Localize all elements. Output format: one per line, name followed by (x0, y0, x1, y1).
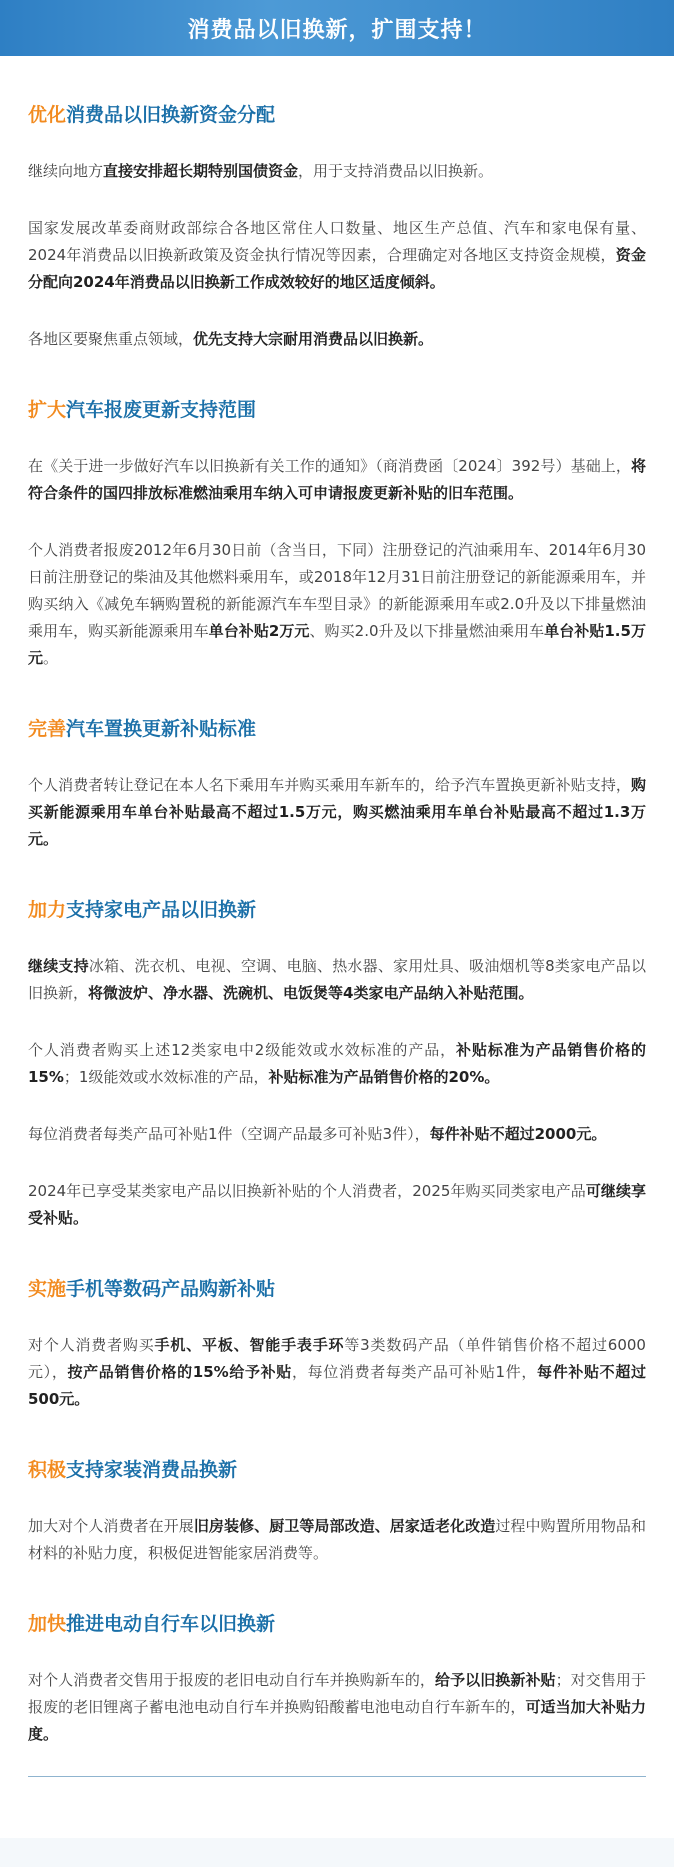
section-title (28, 1276, 646, 1302)
body-text: 2024年已享受某类家电产品以旧换新补贴的个人消费者，2025年购买同类家电产品 (28, 1182, 586, 1200)
section-title (28, 716, 646, 742)
body-text: 个人消费者报废2012年6月30日前（含当日，下同）注册登记的汽油乘用车、2014年6月30日前注册登记的柴油及其他燃料乘用车，或2018年12月31日前注册登记的新能源乘用车，并购买纳入《减免车辆购置税的新能源汽车车型目录》的新能源乘用车或2.0升及以下排量燃油乘用车，购买新能源乘用车 (28, 541, 646, 640)
body-text: 个人消费者购买上述12类家电中2级能效或水效标准的产品， (28, 1041, 457, 1059)
section-title-highlight: 加力 (28, 899, 67, 921)
body-text: 、购买2.0升及以下排量燃油乘用车 (309, 622, 545, 640)
body-text: 冰箱、洗衣机、电视、空调、电脑、热水器、家用灶具、吸油烟机等8类家电产品以旧换新， (28, 957, 646, 1002)
emphasis-text: 购买新能源乘用车单台补贴最高不超过1.5万元，购买燃油乘用车单台补贴最高不超过1.3万元。 (28, 776, 646, 848)
policy-section (28, 1611, 646, 1748)
section-title-highlight: 积极 (28, 1459, 67, 1481)
section-title-highlight: 扩大 (28, 399, 67, 421)
body-text: 对个人消费者购买 (28, 1336, 155, 1354)
page-title: 消费品以旧换新，扩围支持！ (187, 17, 487, 43)
section-paragraph (28, 1667, 646, 1748)
body-text: ；对交售用于报废的老旧锂离子蓄电池电动自行车并换购铅酸蓄电池电动自行车新车的， (28, 1671, 646, 1716)
section-paragraph (28, 1513, 646, 1567)
emphasis-text: 继续支持 (28, 957, 89, 975)
policy-section (28, 397, 646, 672)
emphasis-text: 优先支持大宗耐用消费品以旧换新。 (193, 330, 434, 348)
policy-section (28, 897, 646, 1232)
body-text: 继续向地方 (28, 162, 104, 180)
section-paragraph (28, 1332, 646, 1413)
emphasis-text: 可适当加大补贴力度。 (28, 1698, 646, 1743)
section-title-highlight: 加快 (28, 1613, 67, 1635)
section-paragraph (28, 158, 646, 185)
section-title-text: 消费品以旧换新资金分配 (66, 104, 276, 126)
emphasis-text: 资金分配向2024年消费品以旧换新工作成效较好的地区适度倾斜。 (28, 246, 646, 291)
section-paragraph (28, 1121, 646, 1148)
page-banner (0, 0, 674, 56)
emphasis-text: 按产品销售价格的15%给予补贴 (67, 1363, 292, 1381)
section-title-text: 汽车报废更新支持范围 (66, 399, 257, 421)
section-title (28, 102, 646, 128)
emphasis-text: 每件补贴不超过500元。 (28, 1363, 646, 1408)
body-text: 对个人消费者交售用于报废的老旧电动自行车并换购新车的， (28, 1671, 435, 1689)
section-paragraph (28, 953, 646, 1007)
body-text: 。 (43, 649, 59, 667)
article-body (0, 102, 674, 1777)
policy-section (28, 716, 646, 853)
body-text: 过程中购置所用物品和材料的补贴力度，积极促进智能家居消费等。 (28, 1517, 646, 1562)
section-paragraph (28, 326, 646, 353)
emphasis-text: 将符合条件的国四排放标准燃油乘用车纳入可申请报废更新补贴的旧车范围。 (28, 457, 646, 502)
footer-area (0, 1838, 674, 1867)
section-title (28, 897, 646, 923)
emphasis-text: 补贴标准为产品销售价格的15% (28, 1041, 646, 1086)
body-text: 加大对个人消费者在开展 (28, 1517, 194, 1535)
body-text: 在《关于进一步做好汽车以旧换新有关工作的通知》（商消费函〔2024〕392号）基础上， (28, 457, 631, 475)
section-title-highlight: 完善 (28, 718, 67, 740)
body-text: 个人消费者转让登记在本人名下乘用车并购买乘用车新车的，给予汽车置换更新补贴支持， (28, 776, 631, 794)
section-title (28, 1457, 646, 1483)
section-title-text: 手机等数码产品购新补贴 (66, 1278, 276, 1300)
emphasis-text: 补贴标准为产品销售价格的20%。 (268, 1068, 500, 1086)
body-text: 等3类数码产品（单件销售价格不超过6000元）， (28, 1336, 646, 1381)
emphasis-text: 可继续享受补贴。 (28, 1182, 646, 1227)
section-paragraph (28, 453, 646, 507)
section-title-text: 汽车置换更新补贴标准 (66, 718, 257, 740)
emphasis-text: 每件补贴不超过2000元。 (429, 1125, 607, 1143)
body-text: 每位消费者每类产品可补贴1件（空调产品最多可补贴3件）， (28, 1125, 430, 1143)
policy-section (28, 102, 646, 353)
section-title (28, 1611, 646, 1637)
emphasis-text: 手机、平板、智能手表手环 (154, 1336, 345, 1354)
body-text: 各地区要聚焦重点领域， (28, 330, 194, 348)
section-paragraph (28, 215, 646, 296)
policy-section (28, 1457, 646, 1567)
section-divider (28, 1776, 646, 1777)
section-title (28, 397, 646, 423)
section-title-highlight: 实施 (28, 1278, 67, 1300)
section-title-text: 支持家电产品以旧换新 (66, 899, 257, 921)
section-paragraph (28, 1178, 646, 1232)
body-text: 国家发展改革委商财政部综合各地区常住人口数量、地区生产总值、汽车和家电保有量、2024年消费品以旧换新政策及资金执行情况等因素，合理确定对各地区支持资金规模， (28, 219, 646, 264)
policy-section (28, 1276, 646, 1413)
section-paragraph (28, 772, 646, 853)
body-text: ，用于支持消费品以旧换新。 (298, 162, 494, 180)
section-title-text: 支持家装消费品换新 (66, 1459, 238, 1481)
section-paragraph (28, 1037, 646, 1091)
emphasis-text: 单台补贴2万元 (208, 622, 310, 640)
emphasis-text: 给予以旧换新补贴 (435, 1671, 556, 1689)
section-title-highlight: 优化 (28, 104, 67, 126)
section-paragraph (28, 537, 646, 672)
body-text: ，每位消费者每类产品可补贴1件， (291, 1363, 538, 1381)
emphasis-text: 将微波炉、净水器、洗碗机、电饭煲等4类家电产品纳入补贴范围。 (88, 984, 534, 1002)
section-title-text: 推进电动自行车以旧换新 (66, 1613, 276, 1635)
emphasis-text: 单台补贴1.5万元 (28, 622, 646, 667)
emphasis-text: 直接安排超长期特别国债资金 (103, 162, 299, 180)
body-text: ；1级能效或水效标准的产品， (63, 1068, 269, 1086)
emphasis-text: 旧房装修、厨卫等局部改造、居家适老化改造 (193, 1517, 496, 1535)
